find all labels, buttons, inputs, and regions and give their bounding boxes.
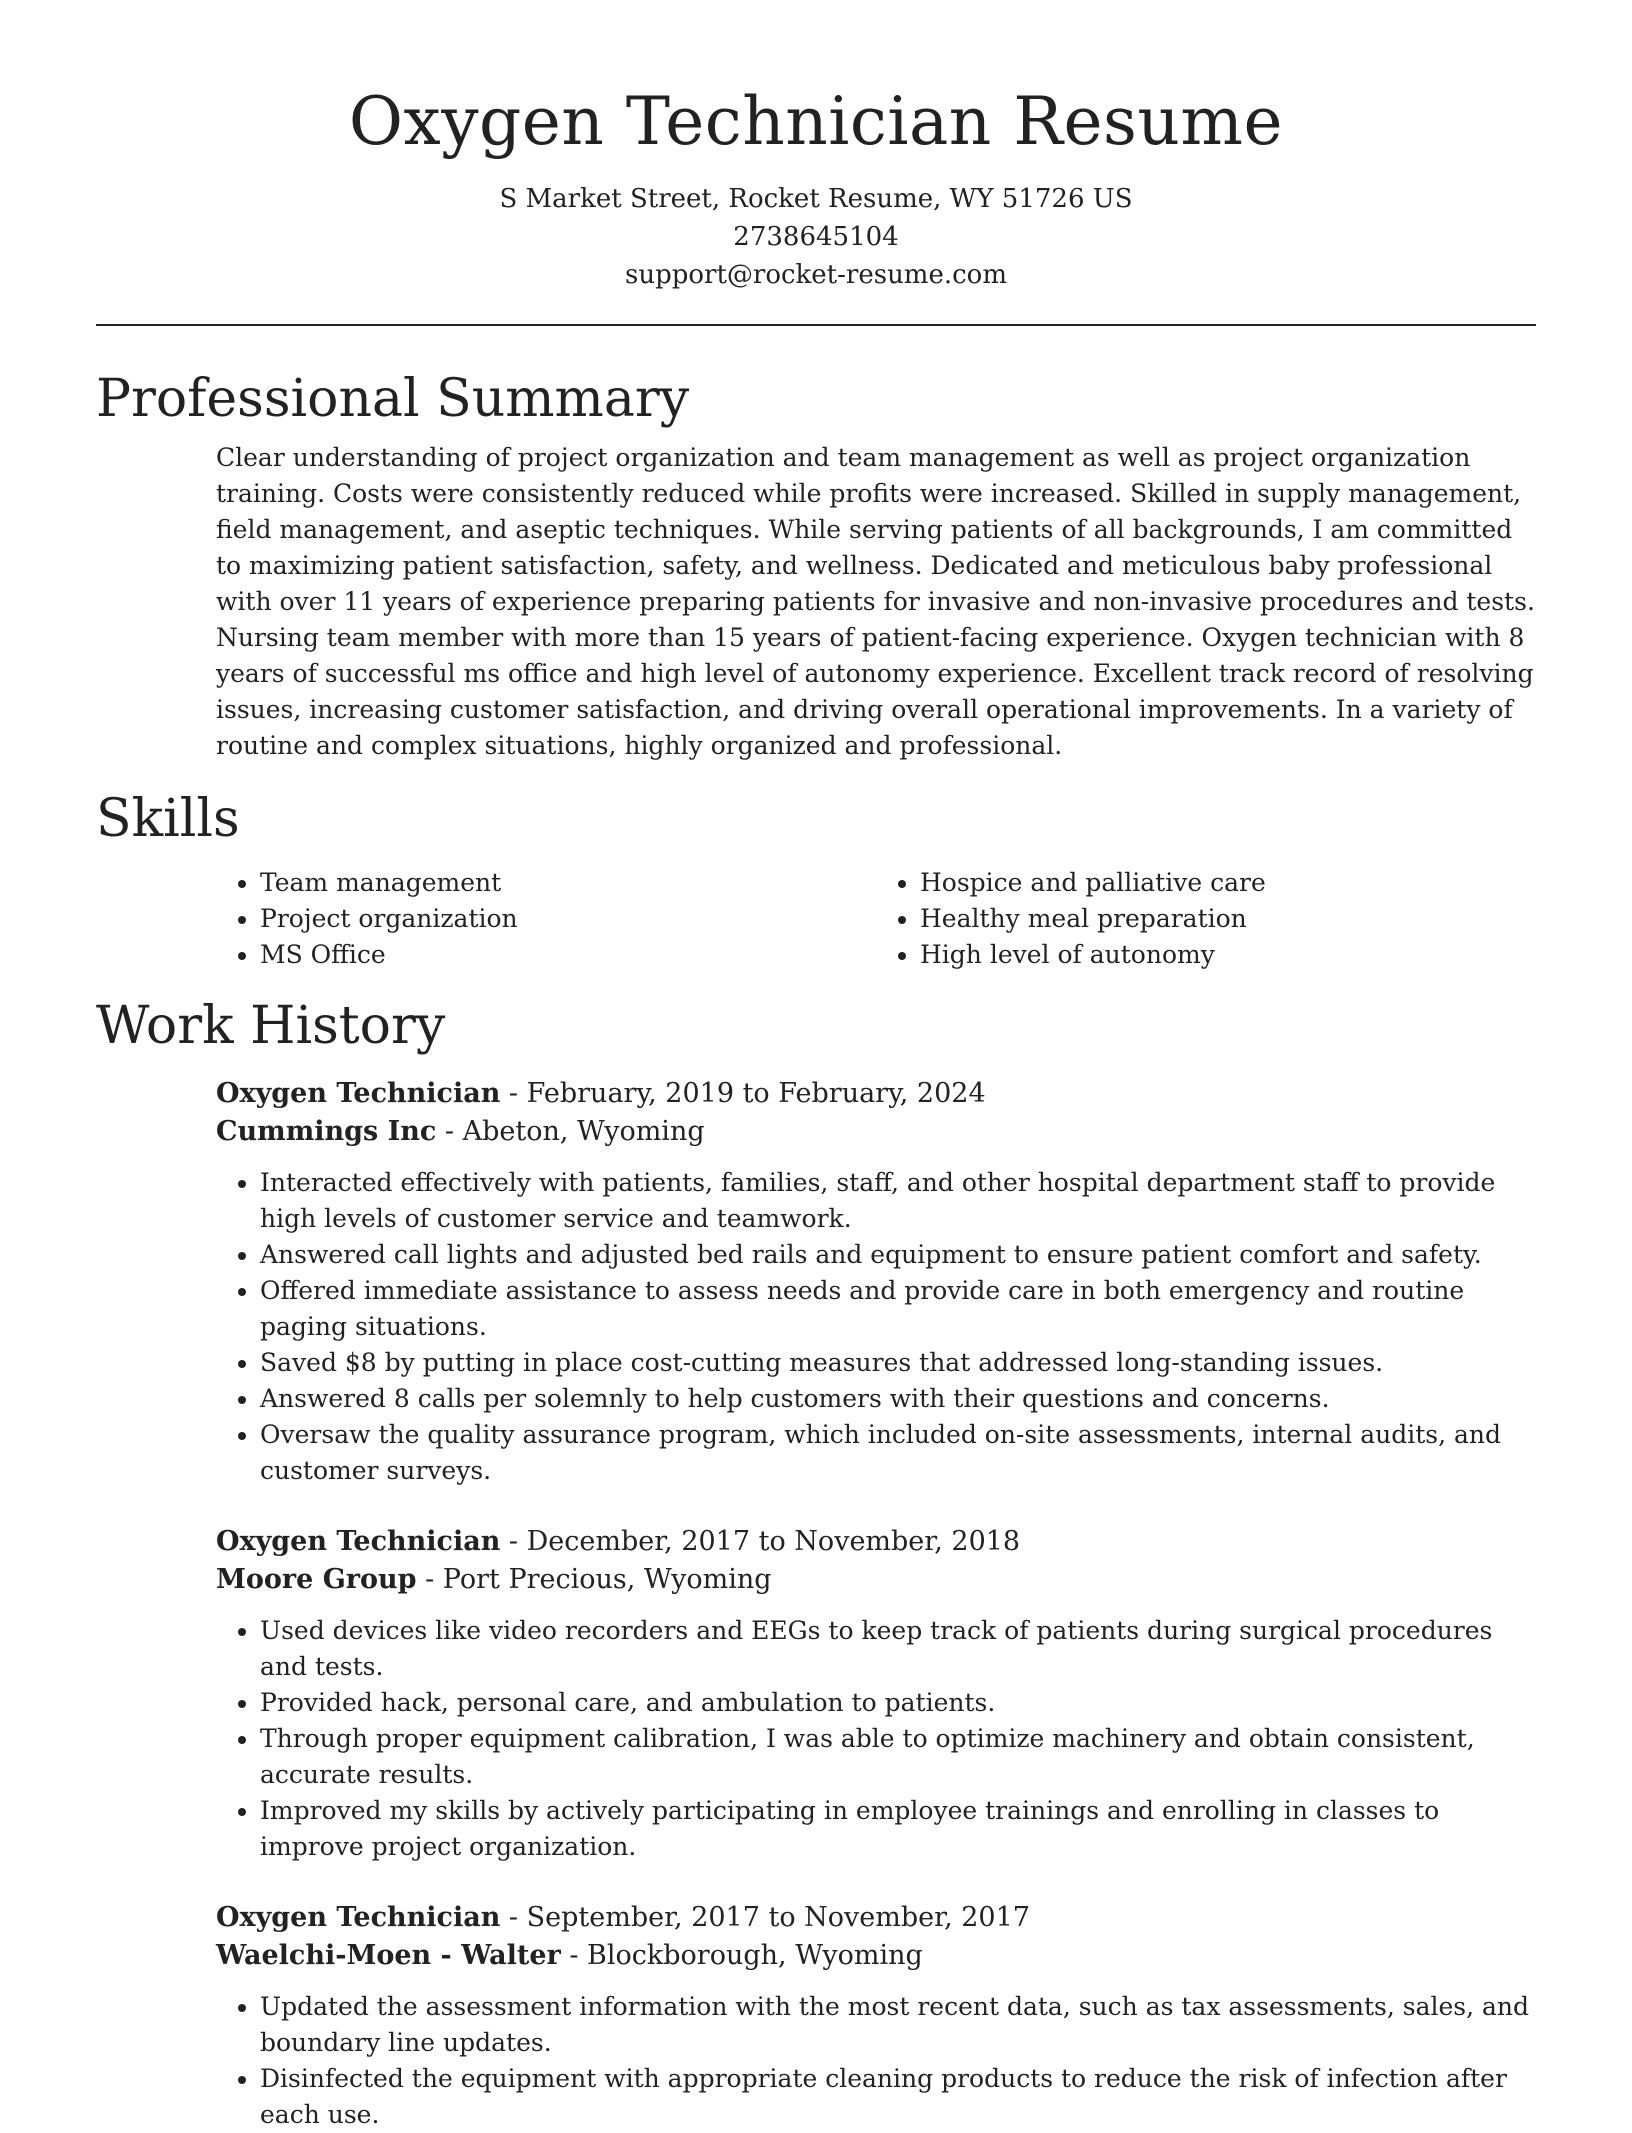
job-bullets [216,1989,1536,2133]
job-company: Waelchi-Moen - Walter [216,1940,561,1972]
job-dates: - February, 2019 to February, 2024 [500,1078,986,1110]
job-bullet: • Through proper equipment calibration, I was able to optimize machinery and obtain consistent, accurate results. [260,1721,1536,1793]
job-role: Oxygen Technician [216,1526,501,1558]
job-bullet: • Interacted effectively with patients, families, staff, and other hospital department staff to provide high levels of customer service and teamwork. [260,1165,1536,1237]
skills-heading: Skills [96,789,240,850]
skill-item: • High level of autonomy [920,937,1536,973]
job-role: Oxygen Technician [216,1078,501,1110]
job-entry [216,1075,1536,1489]
job-role: Oxygen Technician [216,1902,501,1934]
job-bullet: • Used devices like video recorders and EEGs to keep track of patients during surgical procedures and tests. [260,1613,1536,1685]
job-bullet: • Answered call lights and adjusted bed rails and equipment to ensure patient comfort and safety. [260,1237,1536,1273]
summary-text: Clear understanding of project organization and team management as well as project organization training. Costs were consistently reduced while profits were increased. Skilled in supply management, field management, and aseptic techniques. While serving patients of all backgrounds, I am committed to maximizing patient satisfaction, safety, and wellness. Dedicated and meticulous baby professional with over 11 years of experience preparing patients for invasive and non-invasive procedures and tests. Nursing team member with more than 15 years of patient-facing experience. Oxygen technician with 8 years of successful ms office and high level of autonomy experience. Excellent track record of resolving issues, increasing customer satisfaction, and driving overall operational improvements. In a variety of routine and complex situations, highly organized and professional. [216,443,1535,761]
skill-item: • Healthy meal preparation [920,901,1536,937]
skill-item: • Project organization [260,901,876,937]
job-bullet: • Saved $8 by putting in place cost-cutting measures that addressed long-standing issues. [260,1345,1536,1381]
job-bullet: • Disinfected the equipment with appropriate cleaning products to reduce the risk of infection after each use. [260,2061,1536,2133]
contact-address: S Market Street, Rocket Resume, WY 51726 US [499,183,1133,214]
skill-item: • MS Office [260,937,876,973]
skill-item: • Team management [260,865,876,901]
skills-column-left [216,865,876,973]
job-entry [216,1899,1536,2133]
work-history-heading: Work History [96,995,446,1056]
job-company: Cummings Inc [216,1116,437,1148]
job-bullet: • Oversaw the quality assurance program, which included on-site assessments, internal audits, and customer surveys. [260,1417,1536,1489]
job-dates: - December, 2017 to November, 2018 [500,1526,1021,1558]
job-bullet: • Provided hack, personal care, and ambulation to patients. [260,1685,1536,1721]
job-location: - Blockborough, Wyoming [560,1940,923,1972]
job-dates: - September, 2017 to November, 2017 [500,1902,1030,1934]
skills-column-right [876,865,1536,973]
job-bullets [216,1613,1536,1865]
job-bullet: • Improved my skills by actively participating in employee trainings and enrolling in classes to improve project organization. [260,1793,1536,1865]
job-location: - Abeton, Wyoming [436,1116,705,1148]
job-company: Moore Group [216,1564,417,1596]
job-company-line [216,1561,1536,1599]
job-location: - Port Precious, Wyoming [416,1564,772,1596]
job-bullet: • Updated the assessment information with the most recent data, such as tax assessments, sales, and boundary line updates. [260,1989,1536,2061]
job-title-line [216,1899,1536,1937]
job-company-line [216,1937,1536,1975]
resume-header [96,0,1536,294]
summary-heading: Professional Summary [96,368,690,429]
skill-item: • Hospice and palliative care [920,865,1536,901]
contact-email: support@rocket-resume.com [624,259,1007,290]
job-bullet: • Answered 8 calls per solemnly to help customers with their questions and concerns. [260,1381,1536,1417]
job-company-line [216,1113,1536,1151]
job-title-line [216,1075,1536,1113]
job-bullet: • Offered immediate assistance to assess needs and provide care in both emergency and routine paging situations. [260,1273,1536,1345]
job-title-line [216,1523,1536,1561]
contact-phone: 2738645104 [733,221,899,252]
resume-title: Oxygen Technician Resume [348,83,1284,160]
job-entry [216,1523,1536,1865]
header-divider [96,324,1536,326]
job-bullets [216,1165,1536,1489]
skills-list [216,865,1536,973]
